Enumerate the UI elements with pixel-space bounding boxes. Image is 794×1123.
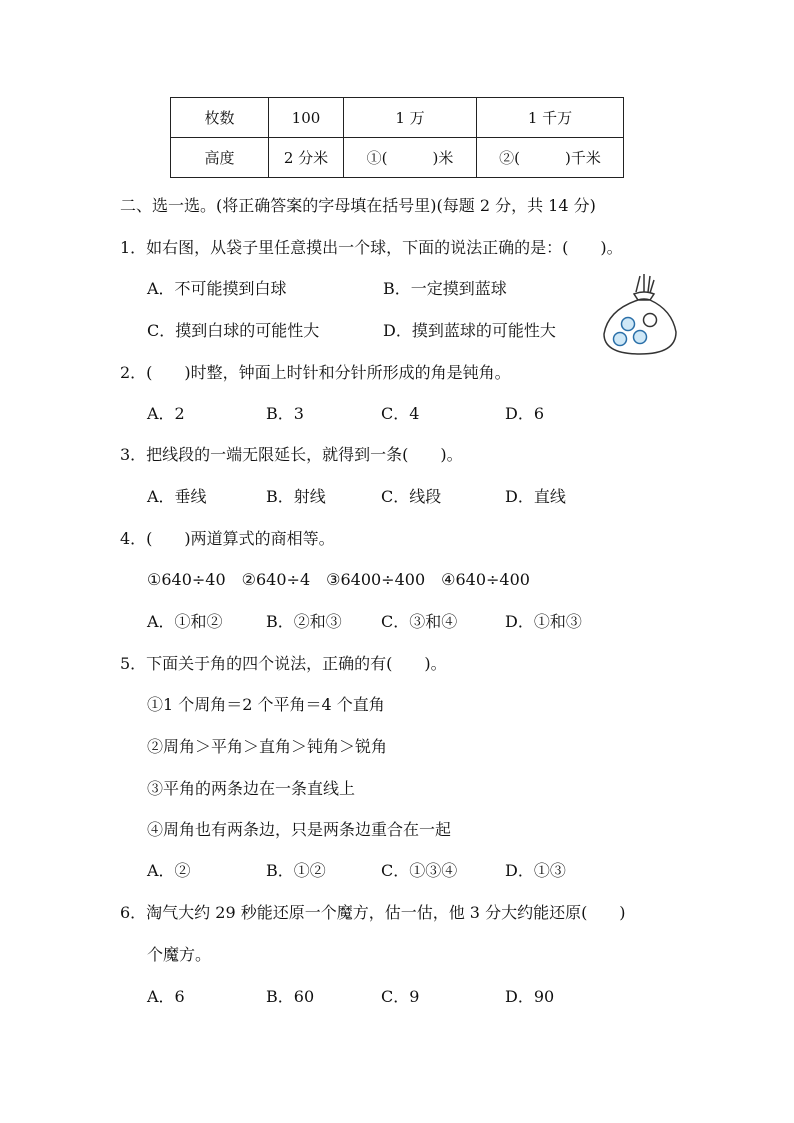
table-cell: 1 万 [344, 98, 477, 138]
option: C．①③④ [381, 861, 458, 880]
question-stem: 5．下面关于角的四个说法，正确的有( )。 [120, 654, 447, 673]
table-cell: 枚数 [171, 98, 269, 138]
option: C．线段 [381, 487, 442, 506]
ball-bag-illustration [600, 268, 682, 358]
option: A．2 [147, 404, 185, 423]
option: D．摸到蓝球的可能性大 [383, 321, 556, 340]
option: B．②和③ [266, 612, 342, 631]
option: D．6 [505, 404, 545, 423]
table-cell: 1 千万 [477, 98, 624, 138]
statement: ③平角的两条边在一条直线上 [147, 779, 356, 798]
option: C．③和④ [381, 612, 458, 631]
option: D．①和③ [505, 612, 582, 631]
option: C．4 [381, 404, 420, 423]
option: D．90 [505, 987, 555, 1006]
option: A．② [147, 861, 191, 880]
height-table [170, 97, 624, 178]
option: B．60 [266, 987, 315, 1006]
option: A．①和② [147, 612, 223, 631]
statement: ①1 个周角＝2 个平角＝4 个直角 [147, 695, 385, 714]
table-cell: ①( )米 [344, 138, 477, 178]
statement: ④周角也有两条边，只是两条边重合在一起 [147, 820, 452, 839]
option: C．9 [381, 987, 420, 1006]
question-stem: 6．淘气大约 29 秒能还原一个魔方，估一估，他 3 分大约能还原( ) [120, 903, 626, 922]
statement: ②周角＞平角＞直角＞钝角＞锐角 [147, 737, 388, 756]
option: B．射线 [266, 487, 326, 506]
table-cell: 2 分米 [269, 138, 344, 178]
option: B．①② [266, 861, 326, 880]
expression-list: ①640÷40 ②640÷4 ③6400÷400 ④640÷400 [147, 570, 530, 589]
option: D．直线 [505, 487, 566, 506]
question-stem: 2．( )时整，钟面上时针和分针所形成的角是钝角。 [120, 363, 511, 382]
option: A．垂线 [147, 487, 207, 506]
question-stem-continued: 个魔方。 [147, 945, 212, 964]
option: B．一定摸到蓝球 [383, 279, 507, 298]
option: A．不可能摸到白球 [147, 279, 287, 298]
section-title: 二、选一选。(将正确答案的字母填在括号里)(每题 2 分，共 14 分) [120, 196, 596, 215]
option: C．摸到白球的可能性大 [147, 321, 320, 340]
question-stem: 1．如右图，从袋子里任意摸出一个球，下面的说法正确的是：( )。 [120, 238, 623, 257]
question-stem: 3．把线段的一端无限延长，就得到一条( )。 [120, 445, 463, 464]
table-cell: ②( )千米 [477, 138, 624, 178]
table-cell: 高度 [171, 138, 269, 178]
option: A．6 [147, 987, 185, 1006]
table-cell: 100 [269, 98, 344, 138]
option: D．①③ [505, 861, 566, 880]
question-stem: 4．( )两道算式的商相等。 [120, 529, 335, 548]
option: B．3 [266, 404, 304, 423]
